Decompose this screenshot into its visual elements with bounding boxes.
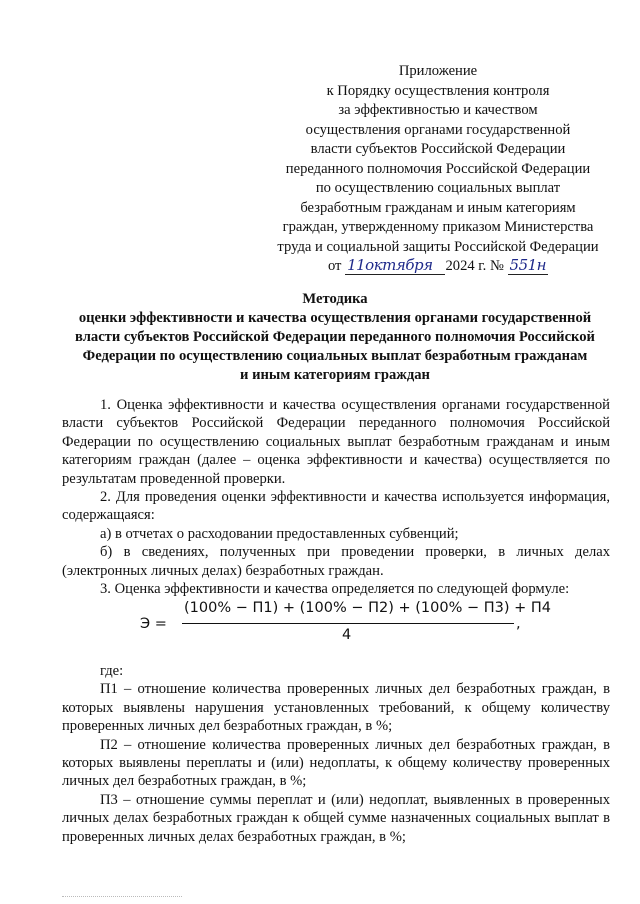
- paragraph-2b: б) в сведениях, полученных при проведении проверки, в личных делах (электронных личных делах) безработных граждан.: [62, 544, 610, 579]
- year-number-label: 2024 г. №: [445, 258, 504, 274]
- title-heading: Методика: [302, 291, 368, 307]
- appendix-line: переданного полномочия Российской Федерации: [285, 160, 591, 177]
- document-title: [60, 290, 610, 385]
- handwritten-number: 551н: [509, 256, 547, 274]
- appendix-line: к Порядку осуществления контроля: [326, 82, 550, 99]
- appendix-line: власти субъектов Российской Федерации: [310, 141, 566, 157]
- order-date-line: [268, 257, 608, 277]
- title-line: и иным категориям граждан: [240, 367, 430, 383]
- efficiency-formula: [140, 600, 552, 646]
- appendix-line: по осуществлению социальных выплат: [315, 180, 561, 196]
- definition-p1: П1 – отношение количества проверенных личных дел безработных граждан, в которых выявлены нарушения установленных требований, к общему количеству проверенных личных дел безработных граждан, в %;: [62, 681, 610, 735]
- fraction-bar: [182, 623, 514, 624]
- title-line: Федерации по осуществлению социальных выплат безработным гражданам: [82, 348, 588, 364]
- definitions-block: [62, 662, 610, 846]
- appendix-line: безработным гражданам и иным категориям: [300, 199, 576, 216]
- paragraph-1: 1. Оценка эффективности и качества осуществления органами государственной власти субъектов Российской Федерации переданного полномочия Российской Федерации по осуществлению социальных выплат безработным гражданам и иным категориям граждан (далее – оценка эффективности и качества) осуществляется по результатам проведенной проверки.: [62, 397, 610, 487]
- scan-artifact: [62, 896, 182, 899]
- appendix-line: труда и социальной защиты Российской Федерации: [277, 238, 599, 255]
- title-line: оценки эффективности и качества осуществления органами государственной: [78, 310, 592, 326]
- formula-lhs: Э =: [140, 616, 167, 632]
- appendix-line: осуществления органами государственной: [305, 121, 571, 138]
- appendix-line: граждан, утвержденному приказом Министерства: [282, 219, 594, 235]
- appendix-line: за эффективностью и качеством: [338, 102, 538, 118]
- definition-p3: П3 – отношение суммы переплат и (или) недоплат, выявленных в проверенных личных делах безработных граждан к общей сумме назначенных социальных выплат в проверенных личных делах безработных граждан, в %;: [62, 791, 610, 845]
- appendix-line: Приложение: [398, 63, 478, 79]
- paragraph-3: 3. Оценка эффективности и качества определяется по следующей формуле:: [100, 581, 570, 598]
- paragraph-2a: а) в отчетах о расходовании предоставленных субвенций;: [100, 525, 459, 542]
- document-body: [62, 396, 610, 598]
- definition-p2: П2 – отношение количества проверенных личных дел безработных граждан, в которых выявлены переплаты и (или) недоплаты, к общему количеству проверенных личных дел безработных граждан, в %;: [62, 736, 610, 790]
- formula-numerator: (100% − П1) + (100% − П2) + (100% − П3) + П4: [184, 600, 552, 616]
- formula-denominator: 4: [342, 627, 352, 643]
- paragraph-2: 2. Для проведения оценки эффективности и качества используется информация, содержащаяся:: [62, 489, 610, 524]
- appendix-block: [268, 62, 608, 277]
- handwritten-date: 11октября: [345, 257, 445, 275]
- formula-comma: ,: [516, 616, 521, 632]
- date-prefix: от: [327, 258, 342, 274]
- definitions-intro: где:: [100, 663, 124, 679]
- title-line: власти субъектов Российской Федерации переданного полномочия Российской: [75, 329, 595, 345]
